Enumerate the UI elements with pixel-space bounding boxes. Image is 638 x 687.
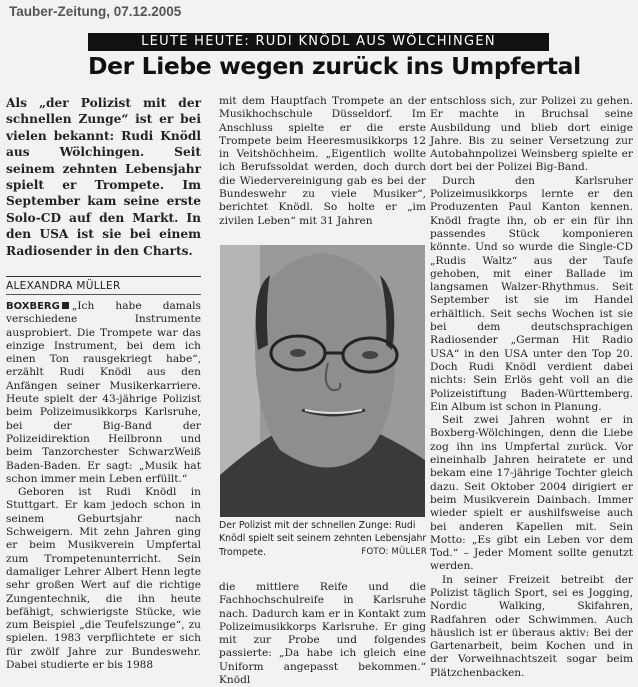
author-byline: ALEXANDRA MÜLLER (6, 280, 121, 292)
newspaper-source-date: Tauber-Zeitung, 07.12.2005 (9, 4, 182, 19)
portrait-image (220, 245, 425, 517)
paragraph: Seit zwei Jahren wohnt er in Boxberg-Wölchingen, denn die Liebe zog ihn ins Umpfertal zurück. Vor eineinhalb Jahren heiratete er und bekam eine 17-jährige Tochter gleich dazu. Seit Oktober 2004 dirigiert er beim Musikverein Dainbach. Immer wieder spielt er aushilfsweise auch bei anderen Kapellen mit. Sein Motto: „Es gibt ein Leben vor dem Tod.“ – Jeder Moment sollte genutzt werden. (430, 414, 633, 573)
photo-caption (219, 519, 427, 559)
column-2-bottom: die mittlere Reife und die Fachhochschulreife in Karlsruhe nach. Dadurch kam er in Kontakt zum Polizeimusikkorps Karlsruhe. Er ging mit zur Probe und folgendes passierte: „Da habe ich gleich eine Uniform angepasst bekommen.“ Knödl (219, 581, 426, 687)
paragraph: entschloss sich, zur Polizei zu gehen. Er machte in Bruchsal seine Ausbildung und blieb dort einige Jahre. Bis zu seiner Versetzung zur Autobahnpolizei Weinsberg spielte er dort bei der Polizei Big-Band. (430, 95, 633, 174)
paragraph-text: „Ich habe damals verschiedene Instrumente ausprobiert. Die Trompete war das einzige Instrument, bei dem ich einen Ton rausgekriegt habe“, erzählt Rudi Knödl aus den Anfängen seiner Musikerkarriere. Heute spielt der 43-jährige Polizist beim Polizeimusikkorps Karlsruhe, bei der Big-Band der Polizeidirektion Heilbronn und beim Tanzorchester SchwarzWeiß Baden-Baden. Er sagt: „Musik hat schon immer mein Leben erfüllt.“ (6, 300, 201, 485)
kicker-banner: LEUTE HEUTE: RUDI KNÖDL AUS WÖLCHINGEN (88, 33, 549, 51)
portrait-photo (220, 245, 425, 517)
caption-text: Der Polizist mit der schnellen Zunge: Rudi Knödl spielt seit seinem zehnten Lebensjahr Trompete. (219, 520, 427, 558)
square-bullet-icon (62, 302, 69, 309)
headline: Der Liebe wegen zurück ins Umpfertal (88, 52, 581, 80)
column-3 (430, 95, 633, 680)
paragraph (6, 300, 201, 486)
photo-credit: FOTO: MÜLLER (361, 546, 427, 557)
divider (6, 276, 201, 277)
paragraph: In seiner Freizeit betreibt der Polizist täglich Sport, sei es Jogging, Nordic Walking, Skifahren, Radfahren oder Schwimmen. Auch häuslich ist er überaus aktiv: Bei der Gartenarbeit, beim Kochen und in der Vorweihnachtszeit sogar beim Plätzchenbacken. (430, 573, 633, 679)
divider (6, 294, 201, 295)
column-2-top: mit dem Hauptfach Trompete an der Musikhochschule Düsseldorf. Im Anschluss spielte er die erste Trompete beim Heeresmusikkorps 12 in Veitshöchheim. „Eigentlich wollte ich Berufssoldat werden, doch durch die Wiedervereinigung gab es bei der Bundeswehr zu viele Musiker“, berichtet Knödl. So holte er „im zivilen Leben“ mit 31 Jahren (219, 95, 426, 227)
dateline: BOXBERG (6, 301, 60, 312)
lead-paragraph: Als „der Polizist mit der schnellen Zunge“ ist er bei vielen bekannt: Rudi Knödl aus Wölchingen. Seit seinem zehnten Lebensjahr spielt er Trompete. Im September kam seine erste Solo-CD auf den Markt. In den USA ist sie bei einem Radiosender in den Charts. (6, 96, 201, 258)
paragraph: Durch den Karlsruher Polizeimusikkorps lernte er den Produzenten Paul Kanton kennen. Knödl fragte ihn, ob er ein für ihn passendes Stück komponieren könnte. Und so wurde die Single-CD „Rudis Waltz“ aus der Taufe gehoben, mit einer Ballade im langsamen Walzer-Rhythmus. Seit September ist sie im Handel erhältlich. Seit sechs Wochen ist sie bei dem deutschsprachigen Radiosender „German Hit Radio USA“ in den USA unter den Top 20. Doch Rudi Knödl verdient dabei nichts: Sein Erlös geht voll an die Polizeistiftung Baden-Württemberg. Ein Album ist schon in Planung. (430, 174, 633, 413)
paragraph: Geboren ist Rudi Knödl in Stuttgart. Er kam jedoch schon in seinem Geburtsjahr nach Schweigern. Mit zehn Jahren ging er beim Musikverein Umpfertal zum Trompetenunterricht. Sein damaliger Lehrer Albert Henn legte sehr großen Wert auf die richtige Zungentechnik, die ihn heute befähigt, schwierigste Stücke, wie zum Beispiel „die Teufelszunge“, zu spielen. 1983 verpflichtete er sich für zwölf Jahre zur Bundeswehr. Dabei studierte er bis 1988 (6, 486, 201, 672)
column-1 (6, 300, 201, 672)
